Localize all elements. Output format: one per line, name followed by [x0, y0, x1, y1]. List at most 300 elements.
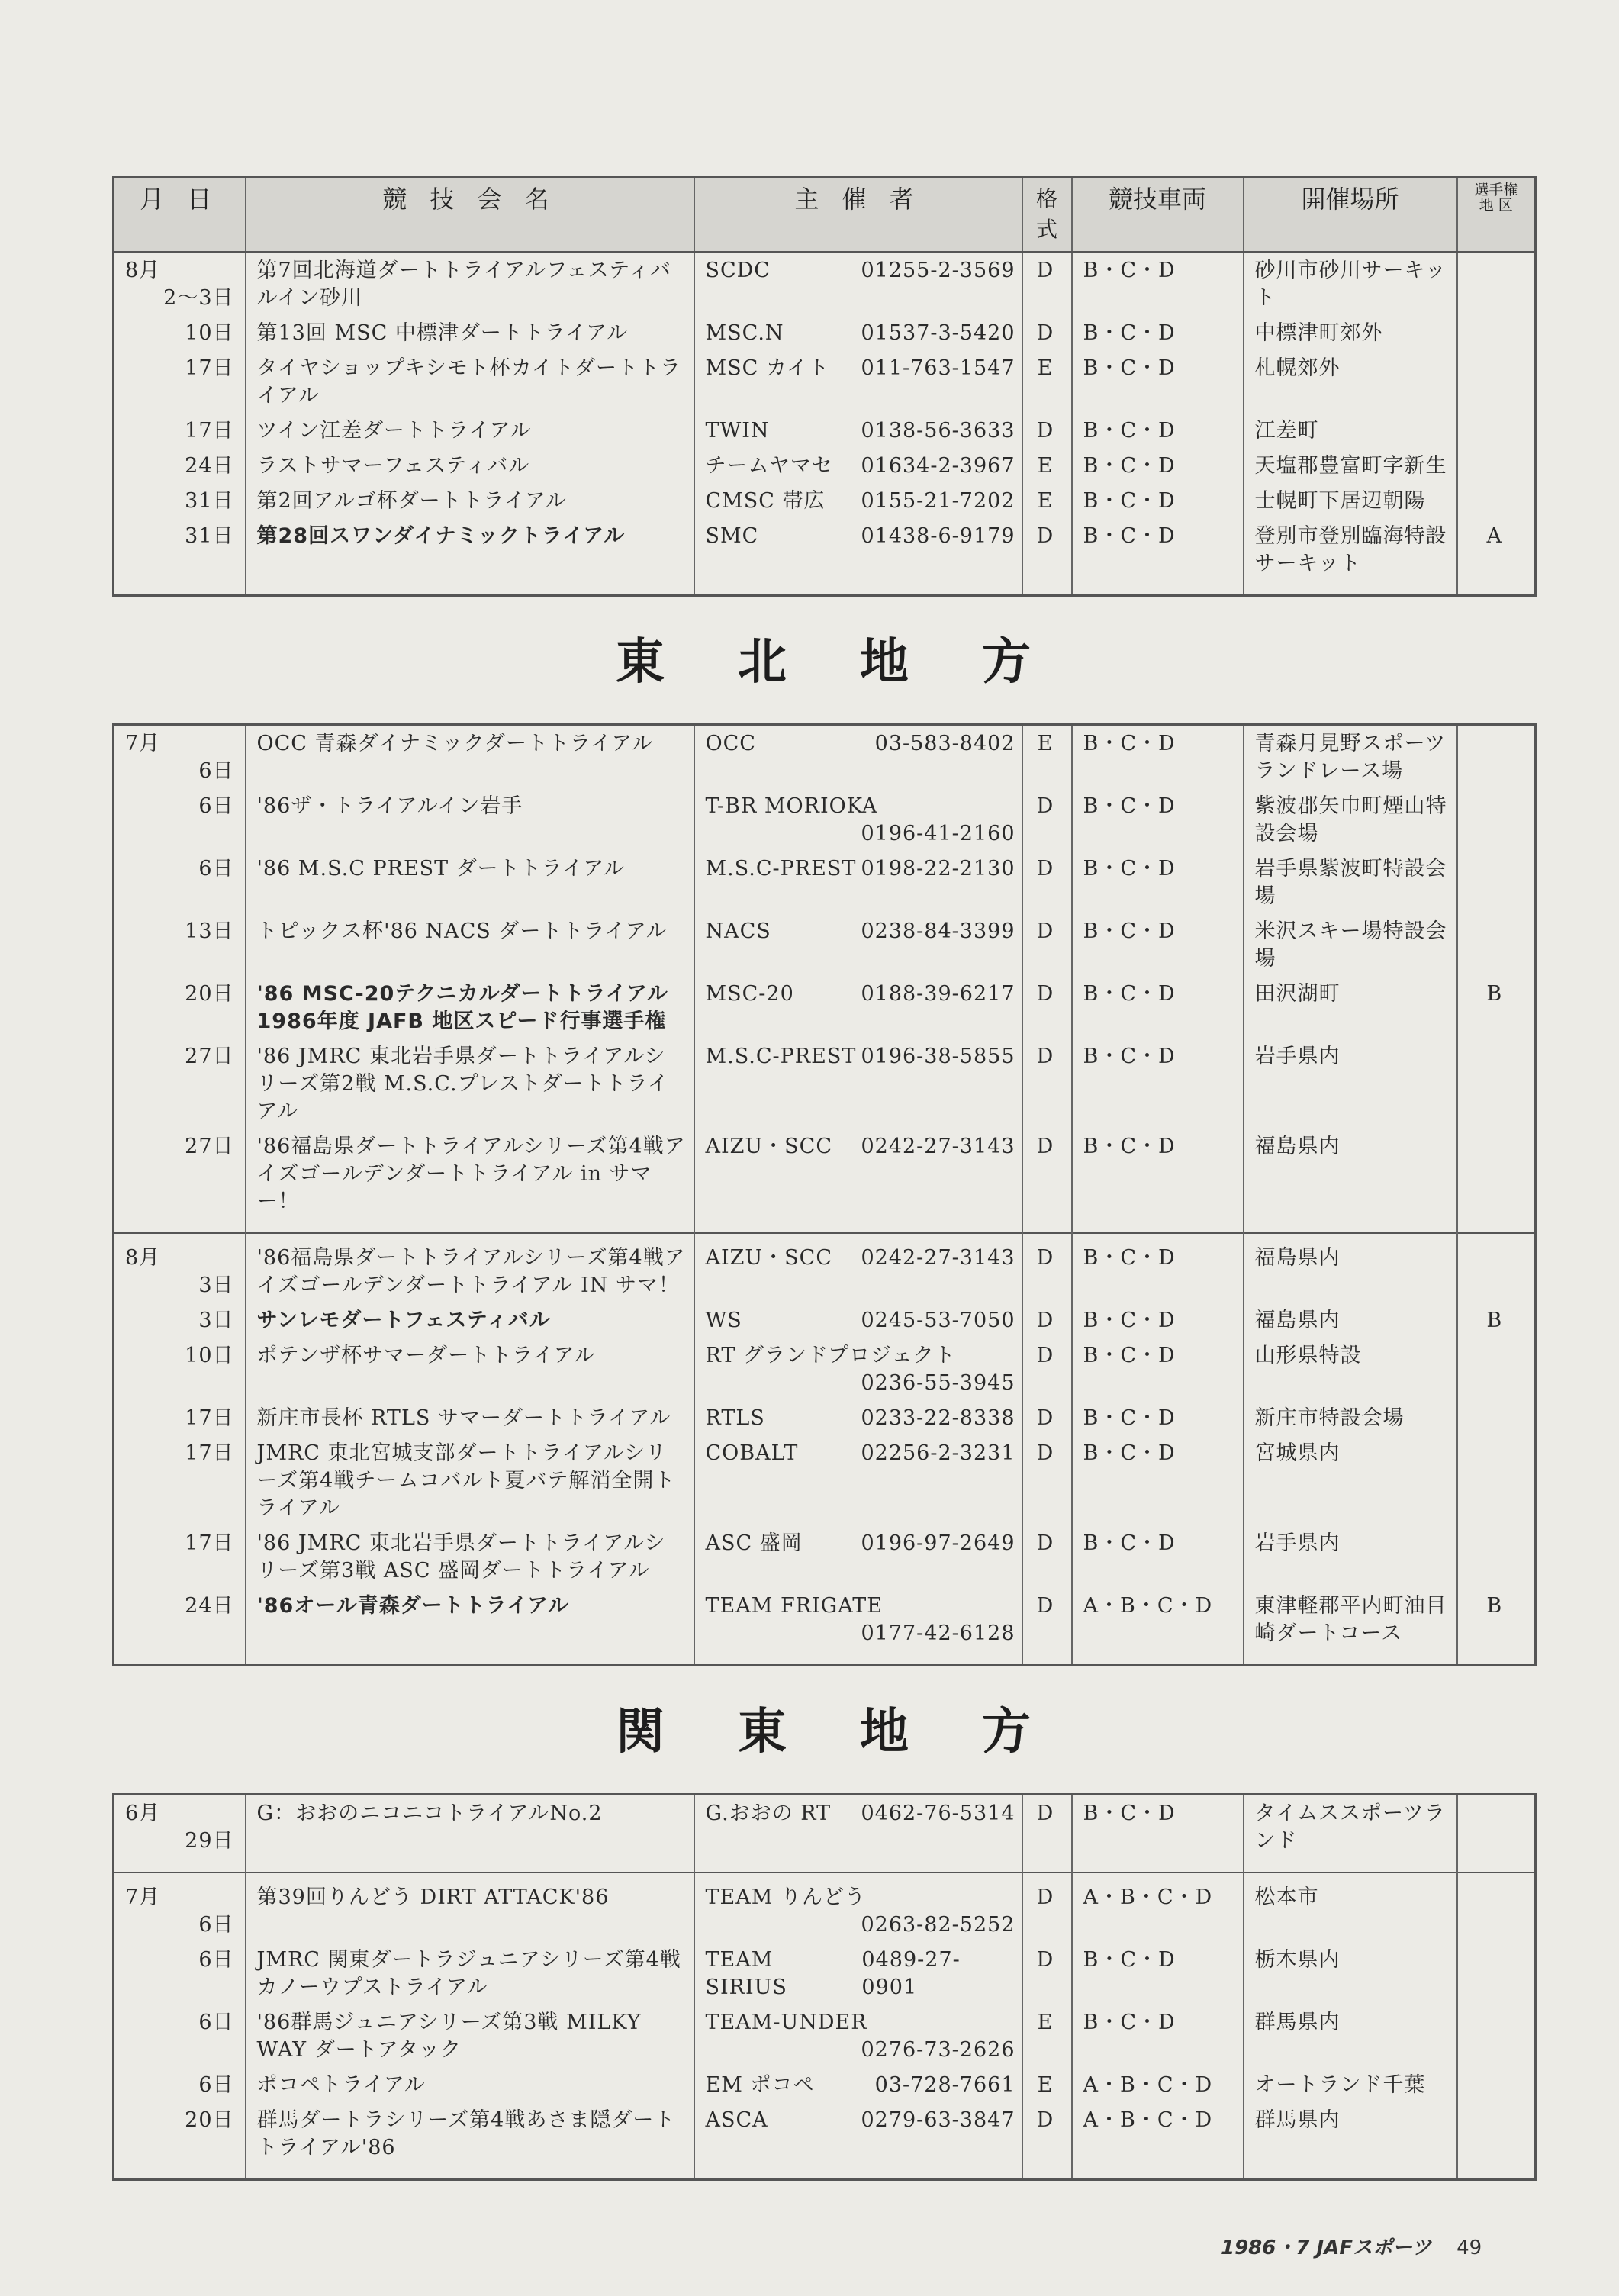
day-label: 13日: [185, 919, 234, 943]
organizer-name: G.おおの RT: [705, 1802, 832, 1825]
vehicles-value: B・C・D: [1083, 419, 1176, 443]
format-value: D: [1036, 1246, 1054, 1270]
table-row: [114, 1588, 1536, 1666]
vehicles-value: A・B・C・D: [1083, 1594, 1213, 1618]
table-row: [114, 1039, 1536, 1129]
organizer-name: MSC-20: [705, 982, 794, 1006]
date-cell: [114, 448, 246, 483]
day-label: 3日: [198, 1274, 234, 1297]
venue-value: 群馬県内: [1254, 2108, 1341, 2132]
organizer-name: ASCA: [705, 2108, 768, 2132]
vehicles-cell: [1072, 788, 1244, 851]
format-cell: [1022, 1795, 1072, 1873]
event-name-text: '86 JMRC 東北岩手県ダートトライアルシリーズ第3戦 ASC 盛岡ダートトライアル: [256, 1531, 666, 1583]
format-value: D: [1036, 1045, 1054, 1068]
day-label: 6日: [198, 2073, 234, 2097]
table-row: [114, 725, 1536, 789]
organizer-cell: [694, 448, 1022, 483]
event-name-text: サンレモダートフェスティバル: [256, 1309, 551, 1332]
table-row: [114, 1795, 1536, 1873]
organizer-tel: 03-728-7661: [874, 2073, 1015, 2097]
table-row: [114, 518, 1536, 596]
table-row: [114, 2005, 1536, 2067]
format-cell: [1022, 1129, 1072, 1233]
organizer-name: MSC カイト: [705, 356, 830, 380]
event-name: [246, 1588, 694, 1666]
date-cell: [114, 2067, 246, 2102]
venue-value: 岩手県内: [1254, 1045, 1341, 1068]
format-cell: [1022, 350, 1072, 413]
date-cell: [114, 1435, 246, 1525]
venue-value: 田沢湖町: [1254, 982, 1341, 1006]
organizer-name: AIZU・SCC: [705, 1135, 832, 1158]
kanto-section-title: 関東地方: [616, 1704, 1104, 1760]
vehicles-cell: [1072, 725, 1244, 789]
format-cell: [1022, 913, 1072, 976]
region-cell: [1457, 518, 1536, 596]
format-cell: [1022, 1303, 1072, 1338]
format-value: E: [1037, 2011, 1054, 2034]
venue-cell: [1244, 1435, 1457, 1525]
event-name-text: 新庄市長杯 RTLS サマーダートトライアル: [256, 1406, 671, 1430]
venue-cell: [1244, 851, 1457, 913]
vehicles-cell: [1072, 1129, 1244, 1233]
venue-value: 札幌郊外: [1254, 356, 1341, 380]
venue-value: 江差町: [1254, 419, 1319, 443]
format-value: D: [1036, 919, 1054, 943]
vehicles-cell: [1072, 1338, 1244, 1400]
organizer-cell: [694, 1795, 1022, 1873]
vehicles-cell: [1072, 1400, 1244, 1435]
venue-value: 青森月見野スポーツランドレース場: [1254, 732, 1447, 783]
venue-cell: [1244, 725, 1457, 789]
organizer-name: AIZU・SCC: [705, 1246, 832, 1270]
date-cell: [114, 2102, 246, 2180]
venue-cell: [1244, 252, 1457, 315]
region-cell: [1457, 1873, 1536, 1942]
venue-cell: [1244, 1233, 1457, 1303]
region-cell: [1457, 1233, 1536, 1303]
event-name-text: JMRC 関東ダートラジュニアシリーズ第4戦カノーウプストライアル: [256, 1948, 681, 1999]
date-cell: [114, 518, 246, 596]
format-cell: [1022, 1435, 1072, 1525]
table-row: [114, 1435, 1536, 1525]
organizer-tel: 0198-22-2130: [861, 857, 1015, 881]
venue-cell: [1244, 1942, 1457, 2005]
organizer-cell: [694, 788, 1022, 851]
venue-cell: [1244, 413, 1457, 448]
event-name: [246, 2005, 694, 2067]
organizer-tel: 0196-97-2649: [861, 1531, 1015, 1555]
event-name-text: ポテンザ杯サマーダートトライアル: [256, 1344, 596, 1367]
date-cell: [114, 1039, 246, 1129]
vehicles-value: B・C・D: [1083, 2011, 1176, 2034]
format-value: D: [1036, 1406, 1054, 1430]
region-cell: [1457, 1338, 1536, 1400]
vehicles-cell: [1072, 315, 1244, 350]
date-cell: [114, 851, 246, 913]
vehicles-cell: [1072, 1039, 1244, 1129]
table-row: [114, 1233, 1536, 1303]
format-value: D: [1036, 1802, 1054, 1825]
format-cell: [1022, 1588, 1072, 1666]
event-name: [246, 1795, 694, 1873]
venue-cell: [1244, 2005, 1457, 2067]
date-cell: [114, 1129, 246, 1233]
format-cell: [1022, 2102, 1072, 2180]
venue-value: 山形県特設: [1254, 1344, 1362, 1367]
organizer-tel: 0196-41-2160: [861, 822, 1015, 845]
region-cell: [1457, 448, 1536, 483]
vehicles-cell: [1072, 913, 1244, 976]
region-cell: [1457, 1525, 1536, 1588]
event-name-text: OCC 青森ダイナミックダートトライアル: [256, 732, 654, 755]
day-label: 20日: [185, 982, 234, 1006]
vehicles-cell: [1072, 1233, 1244, 1303]
day-label: 17日: [185, 1441, 234, 1465]
event-name-text: ポコペトライアル: [256, 2073, 426, 2097]
vehicles-value: B・C・D: [1083, 1441, 1176, 1465]
table-row: [114, 1525, 1536, 1588]
region-cell: [1457, 788, 1536, 851]
vehicles-cell: [1072, 1942, 1244, 2005]
vehicles-value: B・C・D: [1083, 1045, 1176, 1068]
venue-cell: [1244, 788, 1457, 851]
organizer-cell: [694, 976, 1022, 1039]
venue-value: 中標津町郊外: [1254, 321, 1383, 345]
event-name: [246, 976, 694, 1039]
event-name-text: 第39回りんどう DIRT ATTACK'86: [256, 1885, 610, 1909]
venue-cell: [1244, 483, 1457, 518]
venue-cell: [1244, 315, 1457, 350]
format-value: D: [1036, 1135, 1054, 1158]
day-label: 6日: [198, 759, 234, 783]
organizer-tel: 0279-63-3847: [861, 2108, 1015, 2132]
region-value: B: [1486, 1594, 1503, 1618]
venue-value: 宮城県内: [1254, 1441, 1341, 1465]
event-name-text: '86群馬ジュニアシリーズ第3戦 MILKY WAY ダートアタック: [256, 2011, 642, 2062]
vehicles-value: B・C・D: [1083, 1309, 1176, 1332]
event-name: [246, 1303, 694, 1338]
format-value: D: [1036, 259, 1054, 282]
date-cell: [114, 350, 246, 413]
vehicles-cell: [1072, 2102, 1244, 2180]
venue-value: オートランド千葉: [1254, 2073, 1426, 2097]
organizer-tel: 0462-76-5314: [861, 1802, 1015, 1825]
table-row: [114, 315, 1536, 350]
region-cell: [1457, 725, 1536, 789]
day-label: 17日: [185, 356, 234, 380]
organizer-name: COBALT: [705, 1441, 799, 1465]
organizer-name: MSC.N: [705, 321, 784, 345]
date-cell: [114, 315, 246, 350]
event-name: [246, 1039, 694, 1129]
organizer-name: TEAM-UNDER: [705, 2011, 867, 2034]
event-name: [246, 2067, 694, 2102]
venue-value: 福島県内: [1254, 1135, 1341, 1158]
table-row: [114, 976, 1536, 1039]
date-cell: [114, 1400, 246, 1435]
venue-value: タイムススポーツランド: [1254, 1802, 1446, 1853]
month-label: 8月: [125, 259, 161, 282]
date-cell: [114, 483, 246, 518]
kanto-table: [112, 1793, 1537, 2181]
vehicles-cell: [1072, 2005, 1244, 2067]
table-row: [114, 2067, 1536, 2102]
vehicles-value: B・C・D: [1083, 356, 1176, 380]
venue-value: 士幌町下居辺朝陽: [1254, 489, 1426, 513]
region-cell: [1457, 1795, 1536, 1873]
organizer-tel: 02256-2-3231: [861, 1441, 1015, 1465]
date-cell: [114, 976, 246, 1039]
format-value: D: [1036, 794, 1054, 818]
table-row: [114, 1400, 1536, 1435]
event-name-text: '86ザ・トライアルイン岩手: [256, 794, 523, 818]
vehicles-value: B・C・D: [1083, 454, 1176, 478]
organizer-name: T-BR MORIOKA: [705, 794, 878, 818]
table-row: [114, 252, 1536, 315]
event-name-text: 第7回北海道ダートトライアルフェスティバルイン砂川: [256, 259, 671, 310]
region-cell: [1457, 350, 1536, 413]
day-label: 2～3日: [163, 286, 234, 310]
organizer-name: チームヤマセ: [705, 454, 833, 478]
venue-cell: [1244, 1338, 1457, 1400]
vehicles-value: B・C・D: [1083, 1406, 1176, 1430]
region-cell: [1457, 1303, 1536, 1338]
date-cell: [114, 1942, 246, 2005]
venue-value: 紫波郡矢巾町煙山特設会場: [1254, 794, 1447, 845]
organizer-cell: [694, 413, 1022, 448]
organizer-cell: [694, 1129, 1022, 1233]
table-row: [114, 1942, 1536, 2005]
format-value: E: [1037, 356, 1054, 380]
vehicles-value: B・C・D: [1083, 982, 1176, 1006]
vehicles-cell: [1072, 448, 1244, 483]
organizer-cell: [694, 350, 1022, 413]
venue-cell: [1244, 1129, 1457, 1233]
table-row: [114, 413, 1536, 448]
day-label: 6日: [198, 1913, 234, 1937]
organizer-name: TEAM FRIGATE: [705, 1594, 883, 1618]
day-label: 3日: [198, 1309, 234, 1332]
event-name: [246, 1400, 694, 1435]
organizer-name: CMSC 帯広: [705, 489, 826, 513]
vehicles-value: B・C・D: [1083, 524, 1176, 548]
format-value: D: [1036, 419, 1054, 443]
organizer-cell: [694, 851, 1022, 913]
event-name: [246, 518, 694, 596]
format-cell: [1022, 1942, 1072, 2005]
organizer-tel: 0138-56-3633: [861, 419, 1015, 443]
table-row: [114, 1338, 1536, 1400]
organizer-cell: [694, 1435, 1022, 1525]
day-label: 10日: [185, 321, 234, 345]
organizer-tel: 0245-53-7050: [861, 1309, 1015, 1332]
date-cell: [114, 725, 246, 789]
organizer-cell: [694, 1233, 1022, 1303]
format-cell: [1022, 976, 1072, 1039]
organizer-tel: 0263-82-5252: [861, 1913, 1015, 1937]
vehicles-value: A・B・C・D: [1083, 1885, 1213, 1909]
page-content: [112, 176, 1534, 2181]
format-value: D: [1036, 1948, 1054, 1972]
event-name: [246, 350, 694, 413]
region-cell: [1457, 1400, 1536, 1435]
format-cell: [1022, 2067, 1072, 2102]
organizer-cell: [694, 1525, 1022, 1588]
table-row: [114, 448, 1536, 483]
hokkaido-table: [112, 176, 1537, 597]
organizer-tel: 0489-27-0901: [861, 1948, 961, 1999]
venue-value: 福島県内: [1254, 1246, 1341, 1270]
vehicles-value: B・C・D: [1083, 794, 1176, 818]
region-cell: [1457, 2102, 1536, 2180]
month-label: 7月: [125, 732, 161, 755]
vehicles-value: B・C・D: [1083, 732, 1176, 755]
format-cell: [1022, 315, 1072, 350]
event-name: [246, 413, 694, 448]
format-value: D: [1036, 1531, 1054, 1555]
format-cell: [1022, 725, 1072, 789]
format-cell: [1022, 2005, 1072, 2067]
date-cell: [114, 1873, 246, 1942]
day-label: 6日: [198, 1948, 234, 1972]
event-name-text: '86 JMRC 東北岩手県ダートトライアルシリーズ第2戦 M.S.C.プレストダートトライアル: [256, 1045, 669, 1123]
venue-cell: [1244, 1039, 1457, 1129]
vehicles-value: B・C・D: [1083, 919, 1176, 943]
format-cell: [1022, 518, 1072, 596]
page-footer: [1221, 2232, 1482, 2260]
organizer-cell: [694, 1588, 1022, 1666]
organizer-name: EM ポコペ: [705, 2073, 815, 2097]
organizer-name: TWIN: [705, 419, 770, 443]
organizer-tel: 0276-73-2626: [861, 2038, 1015, 2062]
day-label: 17日: [185, 1531, 234, 1555]
footer-issue: 1986・7: [1221, 2236, 1310, 2259]
vehicles-value: B・C・D: [1083, 857, 1176, 881]
region-cell: [1457, 252, 1536, 315]
organizer-tel: 0188-39-6217: [861, 982, 1015, 1006]
format-value: E: [1037, 489, 1054, 513]
organizer-name: NACS: [705, 919, 771, 943]
venue-cell: [1244, 350, 1457, 413]
day-label: 24日: [185, 454, 234, 478]
event-name-text: '86 MSC-20テクニカルダートトライアル1986年度 JAFB 地区スピード行事選手権: [256, 982, 668, 1033]
day-label: 6日: [198, 794, 234, 818]
venue-value: 登別市登別臨海特設サーキット: [1254, 524, 1447, 575]
header-venue: 開催場所: [1244, 177, 1457, 253]
month-label: 8月: [125, 1246, 161, 1270]
format-value: D: [1036, 1344, 1054, 1367]
region-cell: [1457, 413, 1536, 448]
event-name-text: '86 M.S.C PREST ダートトライアル: [256, 857, 626, 881]
event-name-text: 第28回スワンダイナミックトライアル: [256, 524, 626, 548]
region-cell: [1457, 913, 1536, 976]
event-name: [246, 1525, 694, 1588]
venue-cell: [1244, 1795, 1457, 1873]
event-name: [246, 1435, 694, 1525]
date-cell: [114, 1233, 246, 1303]
venue-value: 福島県内: [1254, 1309, 1341, 1332]
format-cell: [1022, 252, 1072, 315]
format-value: D: [1036, 1309, 1054, 1332]
event-name-text: '86福島県ダートトライアルシリーズ第4戦アイズゴールデンダートトライアル in サマー！: [256, 1135, 686, 1213]
venue-cell: [1244, 1525, 1457, 1588]
organizer-cell: [694, 1039, 1022, 1129]
day-label: 6日: [198, 2011, 234, 2034]
event-name-text: G：おおのニコニコトライアルNo.2: [256, 1802, 603, 1825]
date-cell: [114, 1525, 246, 1588]
date-cell: [114, 913, 246, 976]
organizer-name: SCDC: [705, 259, 771, 282]
organizer-tel: 0177-42-6128: [861, 1621, 1015, 1645]
format-value: D: [1036, 857, 1054, 881]
event-name-text: 第2回アルゴ杯ダートトライアル: [256, 489, 567, 513]
organizer-cell: [694, 2067, 1022, 2102]
table-row: [114, 788, 1536, 851]
date-cell: [114, 1795, 246, 1873]
venue-cell: [1244, 2102, 1457, 2180]
venue-cell: [1244, 976, 1457, 1039]
organizer-name: ASC 盛岡: [705, 1531, 803, 1555]
event-name: [246, 2102, 694, 2180]
organizer-name: TEAM りんどう: [705, 1885, 866, 1909]
venue-value: 天塩郡豊富町字新生: [1254, 454, 1447, 478]
event-name: [246, 448, 694, 483]
venue-cell: [1244, 1588, 1457, 1666]
organizer-name: TEAM SIRIUS: [705, 1948, 787, 1999]
region-cell: [1457, 2005, 1536, 2067]
date-cell: [114, 413, 246, 448]
date-cell: [114, 1338, 246, 1400]
format-value: D: [1036, 2108, 1054, 2132]
vehicles-value: B・C・D: [1083, 321, 1176, 345]
organizer-tel: 0233-22-8338: [861, 1406, 1015, 1430]
vehicles-cell: [1072, 518, 1244, 596]
venue-cell: [1244, 1303, 1457, 1338]
organizer-tel: 011-763-1547: [861, 356, 1015, 380]
header-organizer: 主 催 者: [694, 177, 1022, 253]
date-cell: [114, 788, 246, 851]
region-cell: [1457, 1435, 1536, 1525]
event-name-text: 群馬ダートラシリーズ第4戦あさま隠ダートトライアル'86: [256, 2108, 676, 2159]
region-cell: [1457, 851, 1536, 913]
event-name-text: ラストサマーフェスティバル: [256, 454, 530, 478]
venue-cell: [1244, 1873, 1457, 1942]
format-cell: [1022, 448, 1072, 483]
format-cell: [1022, 1338, 1072, 1400]
region-cell: [1457, 315, 1536, 350]
venue-value: 岩手県紫波町特設会場: [1254, 857, 1447, 908]
venue-cell: [1244, 913, 1457, 976]
vehicles-value: B・C・D: [1083, 489, 1176, 513]
organizer-name: M.S.C-PREST: [705, 1045, 857, 1068]
event-name: [246, 1233, 694, 1303]
date-cell: [114, 1303, 246, 1338]
event-name-text: JMRC 東北宮城支部ダートトライアルシリーズ第4戦チームコバルト夏バテ解消全開トライアル: [256, 1441, 676, 1520]
organizer-tel: 0242-27-3143: [861, 1246, 1015, 1270]
organizer-cell: [694, 725, 1022, 789]
vehicles-value: B・C・D: [1083, 1802, 1176, 1825]
format-cell: [1022, 1400, 1072, 1435]
event-name: [246, 1338, 694, 1400]
venue-value: 新庄市特設会場: [1254, 1406, 1405, 1430]
venue-cell: [1244, 518, 1457, 596]
header-region: 選手権 地 区: [1457, 177, 1536, 253]
page-number: 49: [1456, 2236, 1482, 2259]
tohoku-table: [112, 723, 1537, 1666]
vehicles-cell: [1072, 252, 1244, 315]
